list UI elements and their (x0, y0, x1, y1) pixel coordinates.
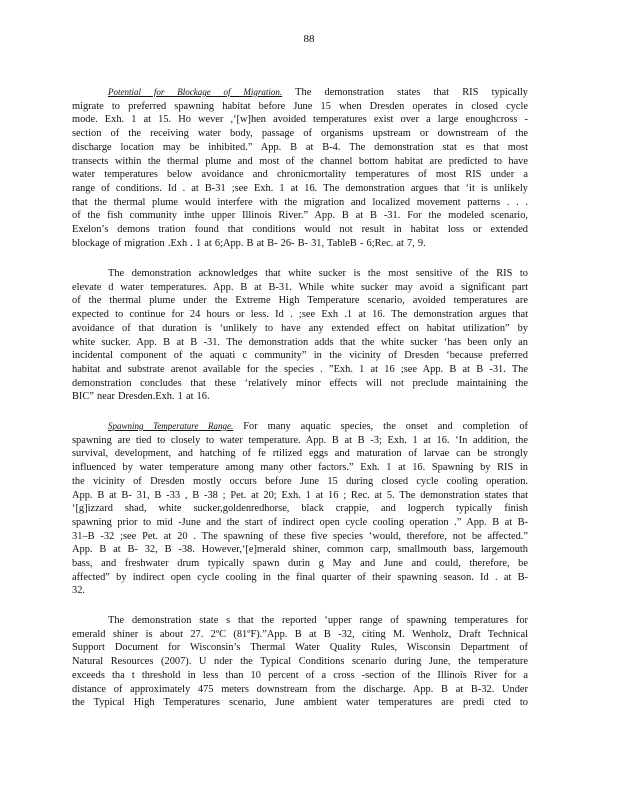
paragraph-line: expected to continue for 24 hours or less. Id . ;see Exh .1 at 16. The demonstration argues that (72, 309, 528, 321)
paragraph-line: the vicinity of Dresden mostly occurs before June 15 during closed cycle cooling operation. (72, 475, 528, 487)
paragraph-line: mode. Exh. 1 at 15. Ho wever ,‘[w]hen avoided temperatures exist over a large enoughcross - (72, 114, 528, 126)
paragraph-line: affected” by indirect open cycle cooling in the final quarter of their spawning season. Id . at B- (72, 571, 528, 583)
line-text: For many aquatic species, the onset and completion of (243, 421, 528, 432)
paragraph-line: of the thermal plume under the Extreme High Temperature scenario, avoided temperatures are (72, 295, 528, 307)
paragraph-line: 32. (72, 585, 85, 597)
paragraph-spawning-temperature (72, 420, 528, 598)
paragraph-line (72, 420, 528, 434)
paragraph-line: discharge location may be inhibited.” App. B at B-4. The demonstration stat es that most (72, 141, 528, 153)
paragraph-line: habitat and substrate arenot available for the species . ”Exh. 1 at 16 ;see App. B at B -31. The (72, 363, 528, 375)
page-number: 88 (303, 33, 315, 45)
paragraph-line: survival, development, and hatching of fe rtilized eggs and maturation of larvae can be strongly (72, 448, 528, 460)
paragraph-line: exceeds tha t threshold in less than 10 percent of a cross -section of the Illinois River for a (72, 669, 528, 681)
paragraph-line: The demonstration acknowledges that white sucker is the most sensitive of the RIS to (108, 268, 528, 279)
paragraph-line: demonstration concludes that these ‘relatively minor effects will not preclude maintaining the (72, 377, 528, 389)
paragraph-line: that the thermal plume would interfere with the migration and localized movement patterns . . . (72, 196, 528, 208)
paragraph-line: water temperatures below avoidance and chronicmortality temperatures of most RIS under a (72, 169, 528, 181)
paragraph-line: migrate to preferred spawning habitat before June 15 when Dresden operates in closed cycle (72, 100, 528, 112)
paragraph-line: range of conditions. Id . at B-31 ;see Exh. 1 at 16. The demonstration argues that ‘it is unlikely (72, 182, 528, 194)
paragraph-line: elevate d water temperatures. App. B at B-31. While white sucker may avoid a significant part (72, 281, 528, 293)
paragraph-line: emerald shiner is about 27. 2ºC (81ºF).”App. B at B -32, citing M. Wenholz, Draft Technical (72, 628, 528, 640)
paragraph-line: of the fish community inthe upper Illinois River.” App. B at B -31. For the modeled scenario, (72, 210, 528, 222)
paragraph-line: 31–B -32 ;see Pet. at 20 . The spawning of these five species ‘would, therefore, not be affected.” (72, 530, 528, 542)
paragraph-line: ‘[g]izzard shad, white sucker,goldenredhorse, black crappie, and logperch typically finish (72, 503, 528, 515)
paragraph-line: The demonstration state s that the reported ‘upper range of spawning temperatures for (108, 615, 528, 626)
paragraph-line: App. B at B- 32, B -38. However,‘[e]merald shiner, common carp, smallmouth bass, largemouth (72, 544, 528, 556)
paragraph-line: the Typical High Temperatures scenario, June ambient water temperatures are predi cted to (72, 697, 528, 709)
paragraph-line: white sucker. App. B at B -31. The demonstration adds that the white sucker ‘has been only an (72, 336, 528, 348)
paragraph-line: incidental component of the aquati c community” in the vicinity of Dresden ‘because preferred (72, 350, 528, 362)
section-heading-migration: Potential for Blockage of Migration. (108, 87, 283, 97)
section-heading-spawning: Spawning Temperature Range. (108, 421, 234, 431)
paragraph-line: avoidance of that duration is ‘unlikely to have any extended effect on habitat utilization” by (72, 322, 528, 334)
line-text: The demonstration states that RIS typically (295, 87, 528, 98)
paragraph-white-sucker (72, 267, 528, 404)
paragraph-line: section of the receiving water body, passage of organisms upstream or downstream of the (72, 128, 528, 140)
paragraph-line: bass, and freshwater drum typically spawn durin g May and June and could, therefore, be (72, 558, 528, 570)
paragraph-line: blockage of migration .Exh . 1 at 6;App. B at B- 26- B- 31, TableB - 6;Rec. at 7, 9. (72, 237, 426, 249)
paragraph-line: App. B at B- 31, B -33 , B -38 ; Pet. at 20; Exh. 1 at 16 ; Rec. at 5. The demonstration states that (72, 489, 528, 501)
paragraph-line: Natural Resources (2007). U nder the Typical Conditions scenario during June, the temperature (72, 656, 528, 668)
paragraph-line: transects within the thermal plume and most of the channel bottom habitat are predicted to have (72, 155, 528, 167)
paragraph-line: influenced by water temperature among many other factors.” Exh. 1 at 16. Spawning by RIS in (72, 462, 528, 474)
paragraph-line: BIC” near Dresden.Exh. 1 at 16. (72, 391, 210, 403)
paragraph-line: Exelon’s demons tration found that conditions would not result in habitat loss or extended (72, 224, 528, 236)
paragraph-line: Support Document for Wisconsin’s Thermal Water Quality Rules, Wisconsin Department of (72, 642, 528, 654)
paragraph-emerald-shiner (72, 614, 528, 710)
paragraph-line: spawning prior to mid -June and the start of indirect open cycle cooling operation .” App. B at B- (72, 516, 528, 528)
paragraph-migration-blockage (72, 86, 528, 250)
paragraph-line (72, 86, 528, 100)
paragraph-line: distance of approximately 475 meters downstream from the discharge. App. B at B-32. Under (72, 683, 528, 695)
paragraph-line: spawning are tied to closely to water temperature. App. B at B -3; Exh. 1 at 16. ‘In addition, the (72, 434, 528, 446)
